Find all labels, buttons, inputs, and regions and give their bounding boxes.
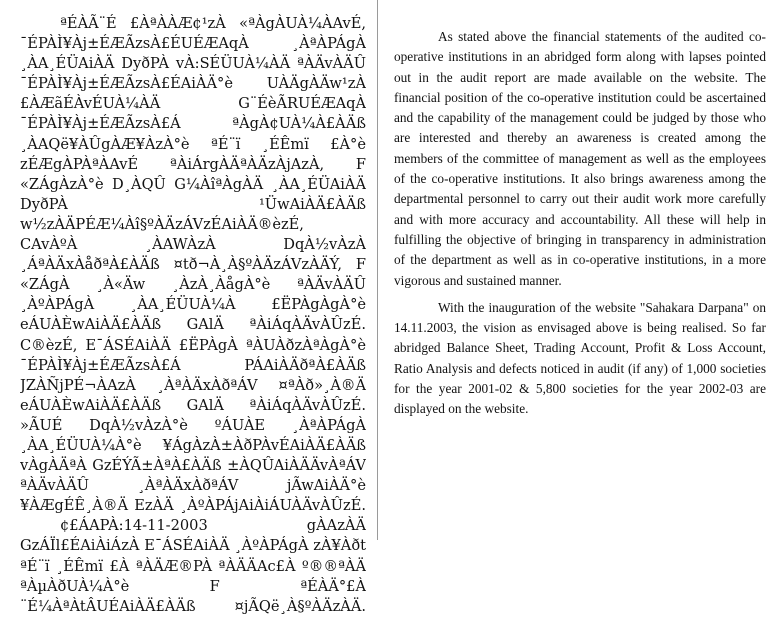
kannada-line: »ÃUÉ DqÀ½vÀzÀ°è ºÁUÀE ¸ÀªÀPÁgÀ <box>20 416 366 434</box>
kannada-line: ªÀµÀðUÀ¼À°è F ªÉÀÄ°£À <box>20 577 366 595</box>
kannada-line: «ZÁgÀ ¸À«Äw ¸ÀzÀ¸ÀågÀ°è ªÀÄvÀÄÛ <box>20 276 366 294</box>
kannada-line: CAvÀºÀ ¸ÀAWÀzÀ DqÀ½vÀzÀ <box>20 236 366 254</box>
kannada-line: ¥ÀÆgÉÊ¸À®Ä EzÀÄ ¸ÀºÀPÁjAiÀiÁUÀÄvÀÛzÉ. <box>20 497 366 515</box>
kannada-line: DyðPÀ ¹ÜwAiÀÄ£ÀÄß <box>20 195 366 213</box>
kannada-line: zÉÆgÀPÀªÀAvÉ ªÀiÁrgÀÄªÀÄzÀjAzÀ, F <box>20 155 366 173</box>
english-paragraph: As stated above the financial statements of the audited co-operative institutions in an abridged form along with lapses pointed out in the audit report are made available on the website. The financial position of the co-operative institution could be ascertained and the capability of the management could be judged by those who are interested and thereby an awareness is created among the members of the committee of management as well as the employees of the co-operative institutions. It also brings awareness among the departmental personnel to carry out their audit work more carefully and with more accuracy and accountability. All these will help in fulfilling the objective of bringing in transparency in administration of the department as well as in co-operative institutions, in a more vigorous and sustained manner. <box>394 29 766 288</box>
kannada-line: ¢£ÁAPÀ:14-11-2003 gÀAzÀÄ <box>60 517 366 535</box>
kannada-line: ªÉ¨ï ¸ÉÊmï £À ªÀÄÆ®PÀ ªÀÄÄAc£À º®®ªÀÄ <box>20 557 366 575</box>
english-paragraph: With the inauguration of the website "Sahakara Darpana" on 14.11.2003, the vision as envisaged above is being realised. So far abridged Balance Sheet, Trading Account, Profit & Loss Account, Ratio Analysis and defects noticed in audit (if any) of 1,000 societies for the year 2001-02 & 5,800 societies for the year 2002-03 are displayed on the website. <box>394 299 766 417</box>
kannada-line: «ZÁgÀzÀ°è D¸ÀQÛ G¼ÀîªÀgÀÄ ¸ÀA¸ÉÜAiÀÄ <box>20 175 366 193</box>
kannada-line: C®èzÉ, E¯ÁSÉAiÀÄ £ËPÀgÀ ªÀUÀðzÀªÀgÀ°è <box>20 336 366 354</box>
kannada-line: ¸ÁªÀÄxÀåðªÀ£ÀÄß ¤tð¬À¸À§ºÀÄzÁVzÀÄÝ, F <box>20 256 366 274</box>
kannada-line: eÁUÀÈwAiÀÄ£ÀÄß GAlÄ ªÀiÁqÀÄvÀÛzÉ. <box>20 316 366 334</box>
kannada-text-column <box>0 0 372 615</box>
kannada-line: ¯ÉPÀÌ¥Àj±ÉÆÃzsÀ£Á ªÀgÀ¢UÀ¼À£ÀÄß <box>20 115 366 133</box>
kannada-line: £ÀÆãÉÀvÉUÀ¼ÀÄ G¨ÉèÃRUÉÆAqÀ <box>20 95 366 113</box>
kannada-line: ¨É¼ÀªÀtÂUÉAiÀÄ£ÀÄß ¤jÃQë¸À§ºÀÄzÀÄ. <box>20 597 366 615</box>
kannada-line: ªÉÀÃ¨É £ÀªÀÀÆ¢¹zÀ «ªÀgÀUÀ¼ÀAvÉ, <box>60 15 366 32</box>
kannada-line: ¯ÉPÀÌ¥Àj±ÉÆÃzsÀ£ÉUÉÆAqÀ ¸ÀªÀPÁgÀ <box>20 35 366 53</box>
kannada-line: ¸ÀºÀPÁgÀ ¸ÀA¸ÉÜUÀ¼À £ËPÀgÀgÀ°è <box>20 296 366 314</box>
kannada-line: w½zÀÄPÉÆ¼Àî§ºÀÄzÁVzÉAiÀÄ®èzÉ, <box>20 215 304 233</box>
kannada-line: ªÀÄvÀÄÛ ¸ÀªÀÄxÀðªÁV jÃwAiÀÄ°è <box>20 477 366 495</box>
kannada-line: eÁUÀÈwAiÀÄ£ÀÄß GAlÄ ªÀiÁqÀÄvÀÛzÉ. <box>20 396 366 414</box>
english-text-column <box>394 0 766 540</box>
kannada-line: JZÀÑjPÉ¬ÀAzÀ ¸ÀªÀÄxÀðªÁV ¤ªÀð»¸À®Ä <box>20 376 366 394</box>
kannada-line: vÀgÀÄªÀ GzÉÝÃ±ÀªÀ£ÀÄß ±ÀQÛAiÀÄÄvÀªÁV <box>20 457 366 475</box>
column-divider <box>377 0 378 540</box>
kannada-line: ¯ÉPÀÌ¥Àj±ÉÆÃzsÀ£ÉAiÀÄ°è UÀÄgÀÄw¹zÀ <box>20 75 366 93</box>
kannada-line: GzÁÏl£ÉAiÀiÁzÀ E¯ÁSÉAiÀÄ ¸ÀºÀPÁgÀ zÀ¥Àðt <box>20 537 366 555</box>
kannada-line: ¸ÀAQë¥ÀÛgÀÆ¥ÀzÀ°è ªÉ¨ï ¸ÉÊmï £À°è <box>20 135 366 153</box>
kannada-line: ¯ÉPÀÌ¥Àj±ÉÆÃzsÀ£Á PÁAiÀÄðªÀ£ÀÄß <box>20 356 366 374</box>
kannada-line: ¸ÀA¸ÉÜUÀ¼À°è ¥ÁgÀzÀ±ÀðPÀvÉAiÀÄ£ÀÄß <box>20 436 366 454</box>
kannada-line: ¸ÀA¸ÉÜAiÀÄ DyðPÀ vÀ:SÉÜUÀ¼ÀÄ ªÀÄvÀÄÛ <box>20 55 366 73</box>
